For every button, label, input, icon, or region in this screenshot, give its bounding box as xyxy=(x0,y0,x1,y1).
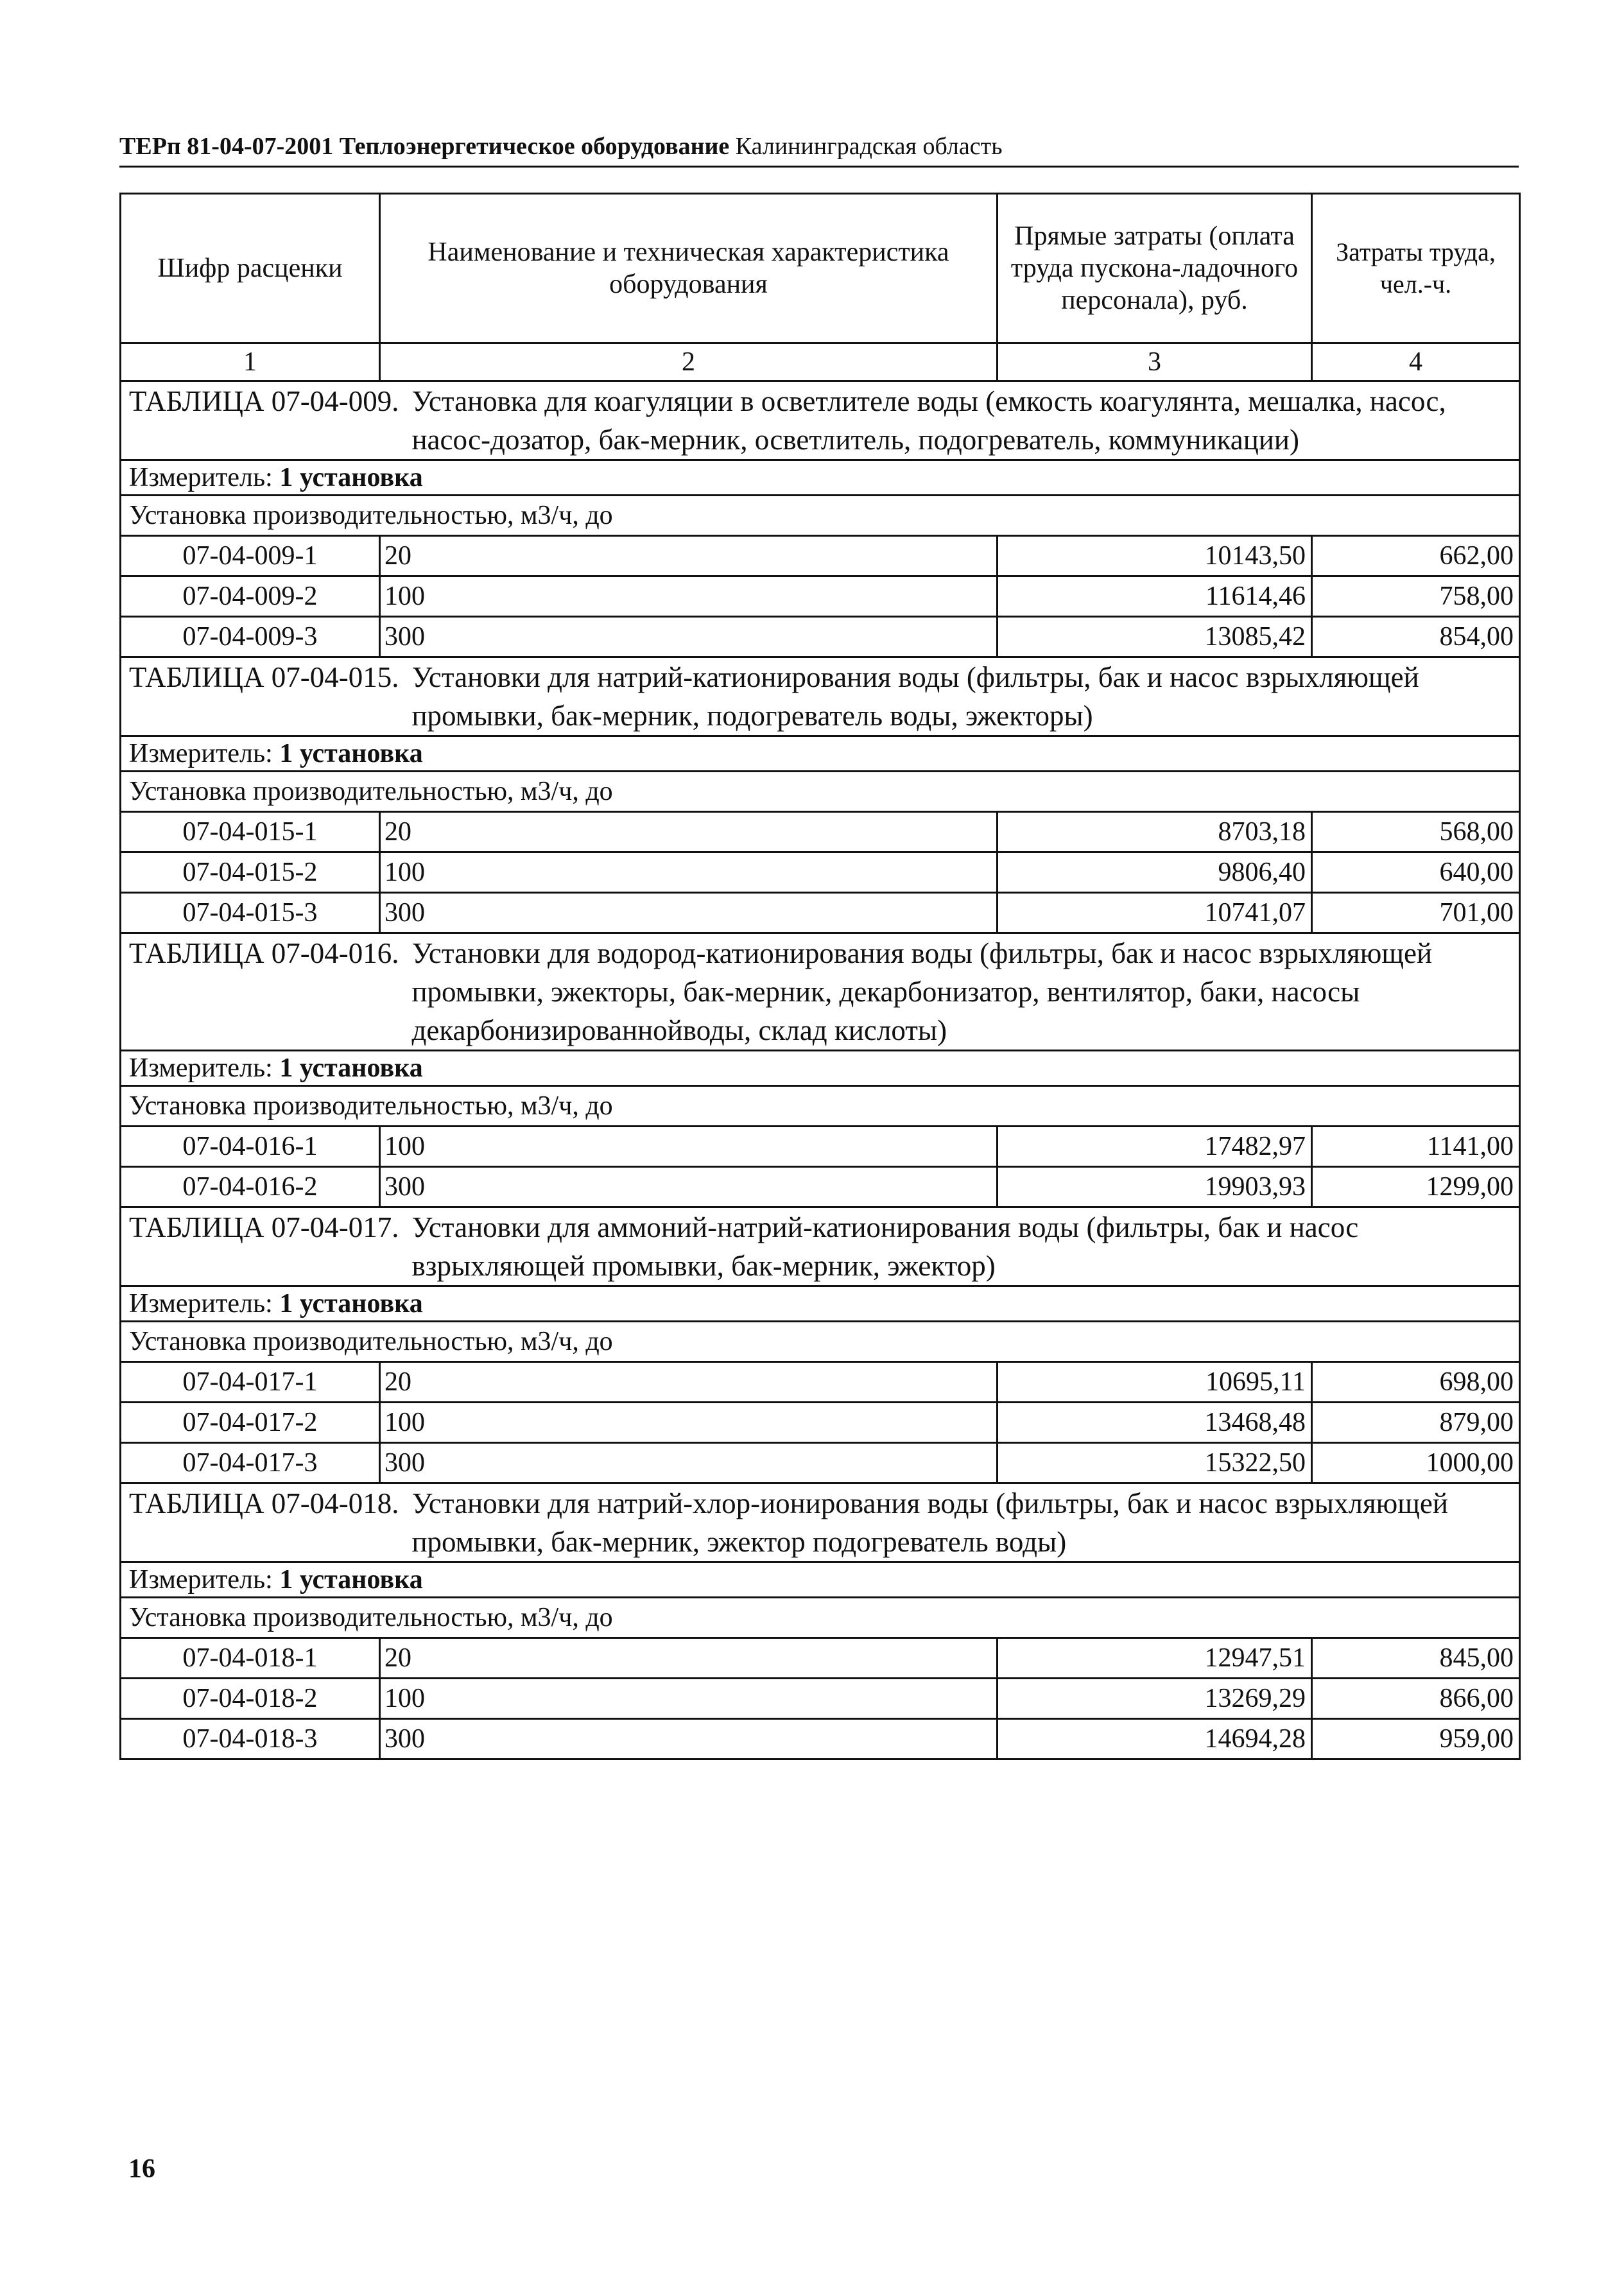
rate-code: 07-04-009-2 xyxy=(121,576,380,617)
table-row xyxy=(121,536,1520,576)
region-name: Калининградская область xyxy=(729,133,1003,160)
table-title-cell xyxy=(121,381,1520,460)
labor-value: 1000,00 xyxy=(1312,1443,1520,1483)
column-header-name: Наименование и техническая характеристика оборудования xyxy=(380,194,998,343)
direct-cost-value: 12947,51 xyxy=(998,1638,1312,1679)
direct-cost-value: 13468,48 xyxy=(998,1403,1312,1443)
table-description: Установки для натрий-катионирования воды (фильтры, бак и насос взрыхляющей промывки, бак-мерник, подогреватель воды, эжекторы) xyxy=(411,661,1419,732)
column-number: 1 xyxy=(121,343,380,381)
rate-code: 07-04-015-2 xyxy=(121,852,380,893)
rate-code: 07-04-009-3 xyxy=(121,617,380,657)
table-title xyxy=(129,934,1511,1050)
table-row xyxy=(121,1679,1520,1719)
header-rule xyxy=(119,166,1519,168)
capacity-value: 300 xyxy=(380,893,998,933)
rate-code: 07-04-017-3 xyxy=(121,1443,380,1483)
capacity-row xyxy=(121,1322,1520,1362)
direct-cost-value: 13269,29 xyxy=(998,1679,1312,1719)
table-row xyxy=(121,1127,1520,1167)
capacity-value: 20 xyxy=(380,812,998,852)
table-row xyxy=(121,1167,1520,1207)
table-title-cell xyxy=(121,1207,1520,1286)
table-title-row xyxy=(121,933,1520,1051)
direct-cost-value: 14694,28 xyxy=(998,1719,1312,1759)
table-row xyxy=(121,1638,1520,1679)
capacity-value: 100 xyxy=(380,852,998,893)
measure-cell xyxy=(121,1562,1520,1598)
labor-value: 866,00 xyxy=(1312,1679,1520,1719)
table-title-row xyxy=(121,657,1520,736)
table-description: Установка для коагуляции в осветлителе воды (емкость коагулянта, мешалка, насос, насос-дозатор, бак-мерник, осветлитель, подогреватель, коммуникации) xyxy=(411,385,1446,456)
labor-value: 758,00 xyxy=(1312,576,1520,617)
table-title xyxy=(129,1208,1511,1285)
measure-cell xyxy=(121,460,1520,496)
capacity-label: Установка производительностью, м3/ч, до xyxy=(121,772,1520,812)
measure-row xyxy=(121,736,1520,772)
table-row xyxy=(121,812,1520,852)
capacity-value: 20 xyxy=(380,1638,998,1679)
measure-row xyxy=(121,460,1520,496)
measure-label: Измеритель: xyxy=(129,1289,280,1318)
measure-unit: 1 установка xyxy=(279,739,423,768)
direct-cost-value: 17482,97 xyxy=(998,1127,1312,1167)
rate-code: 07-04-018-2 xyxy=(121,1679,380,1719)
direct-cost-value: 19903,93 xyxy=(998,1167,1312,1207)
column-header-direct-costs: Прямые затраты (оплата труда пускона-ладочного персонала), руб. xyxy=(998,194,1312,343)
measure-unit: 1 установка xyxy=(279,463,423,492)
direct-cost-value: 15322,50 xyxy=(998,1443,1312,1483)
capacity-label: Установка производительностью, м3/ч, до xyxy=(121,496,1520,536)
capacity-row xyxy=(121,772,1520,812)
capacity-row xyxy=(121,496,1520,536)
measure-label: Измеритель: xyxy=(129,1053,280,1083)
page-number: 16 xyxy=(128,2154,155,2184)
capacity-row xyxy=(121,1598,1520,1638)
labor-value: 959,00 xyxy=(1312,1719,1520,1759)
table-title-cell xyxy=(121,1483,1520,1562)
labor-value: 1299,00 xyxy=(1312,1167,1520,1207)
measure-label: Измеритель: xyxy=(129,1565,280,1595)
table-title xyxy=(129,1484,1511,1561)
labor-value: 854,00 xyxy=(1312,617,1520,657)
table-row xyxy=(121,1719,1520,1759)
rate-code: 07-04-017-2 xyxy=(121,1403,380,1443)
capacity-value: 100 xyxy=(380,1679,998,1719)
capacity-value: 20 xyxy=(380,536,998,576)
measure-label: Измеритель: xyxy=(129,463,280,492)
direct-cost-value: 13085,42 xyxy=(998,617,1312,657)
table-number: ТАБЛИЦА 07-04-016. xyxy=(129,937,399,969)
measure-unit: 1 установка xyxy=(279,1289,423,1318)
capacity-label: Установка производительностью, м3/ч, до xyxy=(121,1086,1520,1127)
capacity-value: 20 xyxy=(380,1362,998,1403)
capacity-value: 300 xyxy=(380,1167,998,1207)
table-row xyxy=(121,617,1520,657)
capacity-value: 100 xyxy=(380,1403,998,1443)
table-number: ТАБЛИЦА 07-04-015. xyxy=(129,661,399,693)
table-row xyxy=(121,1403,1520,1443)
price-table xyxy=(119,193,1521,1760)
direct-cost-value: 10695,11 xyxy=(998,1362,1312,1403)
rate-code: 07-04-018-1 xyxy=(121,1638,380,1679)
measure-row xyxy=(121,1051,1520,1086)
labor-value: 662,00 xyxy=(1312,536,1520,576)
rate-code: 07-04-018-3 xyxy=(121,1719,380,1759)
rate-code: 07-04-015-3 xyxy=(121,893,380,933)
measure-cell xyxy=(121,736,1520,772)
table-row xyxy=(121,576,1520,617)
labor-value: 1141,00 xyxy=(1312,1127,1520,1167)
direct-cost-value: 10741,07 xyxy=(998,893,1312,933)
measure-row xyxy=(121,1286,1520,1322)
measure-cell xyxy=(121,1051,1520,1086)
capacity-label: Установка производительностью, м3/ч, до xyxy=(121,1598,1520,1638)
table-number: ТАБЛИЦА 07-04-009. xyxy=(129,385,399,417)
table-title-row xyxy=(121,1483,1520,1562)
direct-cost-value: 10143,50 xyxy=(998,536,1312,576)
rate-code: 07-04-017-1 xyxy=(121,1362,380,1403)
capacity-value: 300 xyxy=(380,1719,998,1759)
column-number-row xyxy=(121,343,1520,381)
labor-value: 701,00 xyxy=(1312,893,1520,933)
measure-row xyxy=(121,1562,1520,1598)
labor-value: 845,00 xyxy=(1312,1638,1520,1679)
table-title-row xyxy=(121,381,1520,460)
direct-cost-value: 8703,18 xyxy=(998,812,1312,852)
direct-cost-value: 11614,46 xyxy=(998,576,1312,617)
rate-code: 07-04-016-1 xyxy=(121,1127,380,1167)
labor-value: 879,00 xyxy=(1312,1403,1520,1443)
rate-code: 07-04-009-1 xyxy=(121,536,380,576)
capacity-label: Установка производительностью, м3/ч, до xyxy=(121,1322,1520,1362)
capacity-value: 300 xyxy=(380,617,998,657)
direct-cost-value: 9806,40 xyxy=(998,852,1312,893)
table-title-cell xyxy=(121,933,1520,1051)
table-row xyxy=(121,1362,1520,1403)
capacity-row xyxy=(121,1086,1520,1127)
column-header-code: Шифр расценки xyxy=(121,194,380,343)
column-number: 4 xyxy=(1312,343,1520,381)
labor-value: 698,00 xyxy=(1312,1362,1520,1403)
capacity-value: 100 xyxy=(380,1127,998,1167)
table-description: Установки для аммоний-натрий-катионирования воды (фильтры, бак и насос взрыхляющей промывки, бак-мерник, эжектор) xyxy=(411,1211,1359,1282)
running-header xyxy=(119,131,1519,162)
table-title xyxy=(129,382,1511,459)
measure-unit: 1 установка xyxy=(279,1565,423,1595)
measure-unit: 1 установка xyxy=(279,1053,423,1083)
measure-label: Измеритель: xyxy=(129,739,280,768)
table-row xyxy=(121,1443,1520,1483)
table-title-row xyxy=(121,1207,1520,1286)
price-table-body xyxy=(121,194,1520,1759)
table-number: ТАБЛИЦА 07-04-018. xyxy=(129,1487,399,1519)
table-description: Установки для водород-катионирования воды (фильтры, бак и насос взрыхляющей промывки, эжекторы, бак-мерник, декарбонизатор, вентилятор, баки, насосы декарбонизированнойводы, склад кислоты) xyxy=(411,937,1433,1046)
labor-value: 568,00 xyxy=(1312,812,1520,852)
table-title-cell xyxy=(121,657,1520,736)
measure-cell xyxy=(121,1286,1520,1322)
rate-code: 07-04-016-2 xyxy=(121,1167,380,1207)
column-number: 2 xyxy=(380,343,998,381)
labor-value: 640,00 xyxy=(1312,852,1520,893)
column-number: 3 xyxy=(998,343,1312,381)
table-number: ТАБЛИЦА 07-04-017. xyxy=(129,1211,399,1243)
table-title xyxy=(129,658,1511,735)
document-code: ТЕРп 81-04-07-2001 Теплоэнергетическое оборудование xyxy=(119,133,730,160)
rate-code: 07-04-015-1 xyxy=(121,812,380,852)
table-description: Установки для натрий-хлор-ионирования воды (фильтры, бак и насос взрыхляющей промывки, бак-мерник, эжектор подогреватель воды) xyxy=(411,1487,1448,1558)
table-row xyxy=(121,852,1520,893)
table-row xyxy=(121,893,1520,933)
column-header-row xyxy=(121,194,1520,343)
column-header-labor: Затраты труда, чел.-ч. xyxy=(1312,194,1520,343)
capacity-value: 100 xyxy=(380,576,998,617)
capacity-value: 300 xyxy=(380,1443,998,1483)
